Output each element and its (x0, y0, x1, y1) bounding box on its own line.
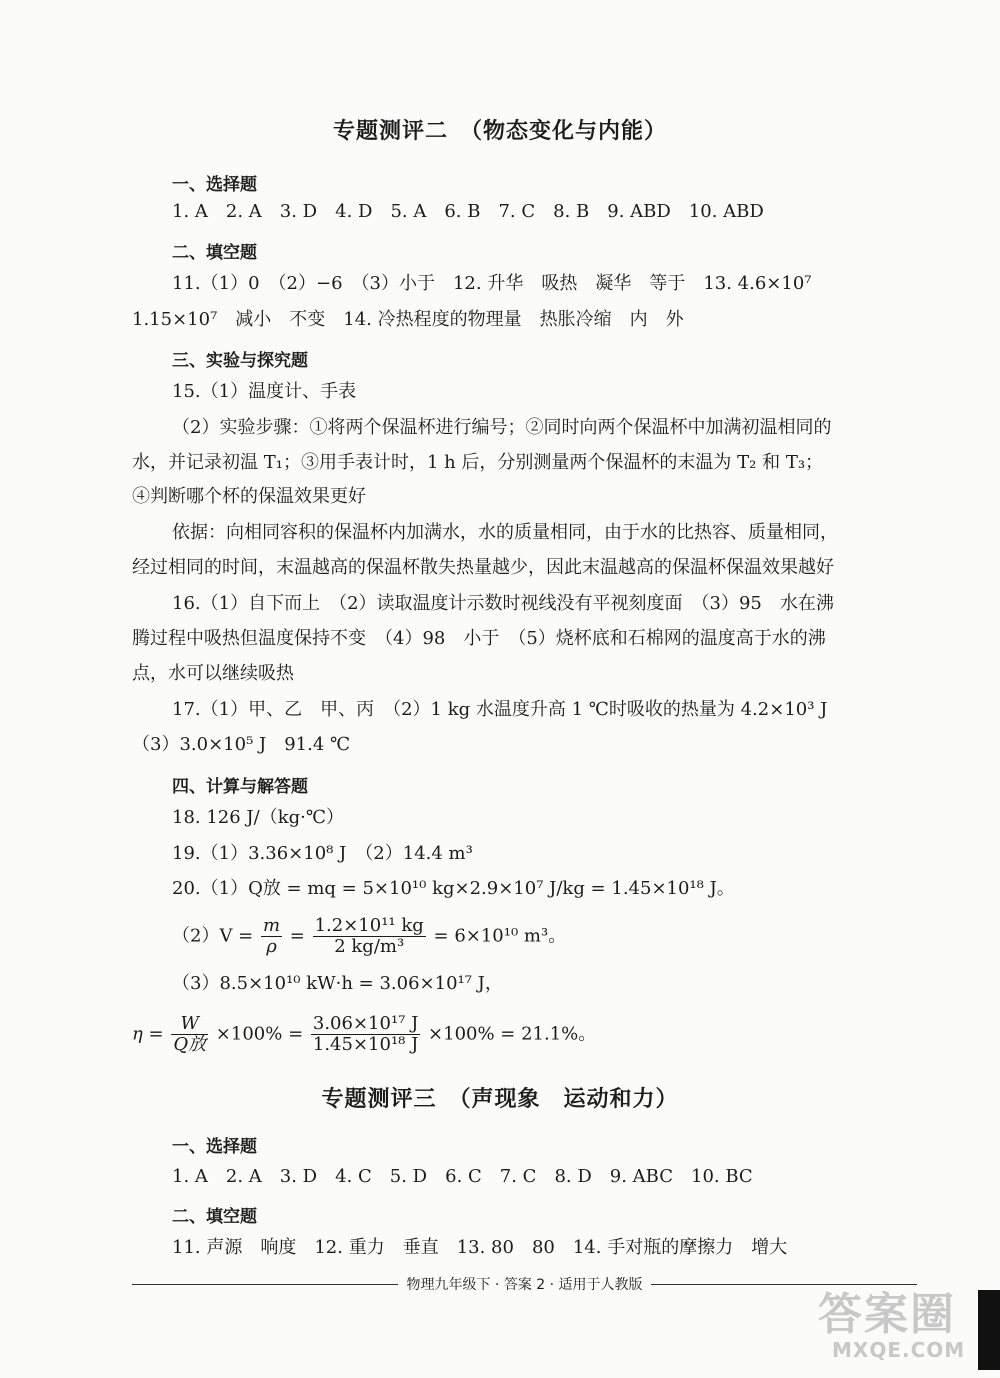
q16-line-2: 腾过程中吸热但温度保持不变 （4）98 小于 （5）烧杯底和石棉网的温度高于水的沸 (132, 628, 826, 649)
eta-prefix: η = (132, 1023, 170, 1045)
fraction-denominator: 2 kg/m³ (334, 936, 405, 957)
page-footer (132, 1274, 917, 1294)
q17-line-1: 17.（1）甲、乙 甲、丙 （2）1 kg 水温度升高 1 ℃时吸收的热量为 4.2×10³ J (172, 699, 828, 720)
fraction-denominator: 1.45×10¹⁸ J (312, 1034, 419, 1055)
watermark-site-text: MXQE.COM (832, 1338, 966, 1362)
q17-line-2: （3）3.0×10⁵ J 91.4 ℃ (132, 734, 351, 755)
fraction-mass-over-density (313, 916, 426, 957)
watermark-logo (818, 1278, 993, 1373)
basis-line-2: 经过相同的时间，末温越高的保温杯散失热量越少，因此末温越高的保温杯保温效果越好 (132, 557, 834, 578)
section2-heading-choice: 一、选择题 (172, 175, 257, 195)
q20-2-result: = 6×10¹⁰ m³。 (427, 925, 567, 947)
watermark-logo-text: 答案圈 (818, 1289, 956, 1340)
fraction-w-over-q (171, 1014, 208, 1055)
q15-line-2: （2）实验步骤：①将两个保温杯进行编号；②同时向两个保温杯中加满初温相同的 (172, 417, 832, 438)
section2-choice-answers: 1. A 2. A 3. D 4. D 5. A 6. B 7. C 8. B 9. ABD 10. ABD (172, 201, 764, 222)
footer-text: 物理九年级下 · 答案 2 · 适用于人教版 (406, 1277, 643, 1293)
section3-fill-line-1: 11. 声源 响度 12. 重力 垂直 13. 80 80 14. 手对瓶的摩擦力 增大 (172, 1237, 788, 1258)
q16-line-1: 16.（1）自下而上 （2）读取温度计示数时视线没有平视刻度面 （3）95 水在沸 (172, 593, 834, 614)
section3-heading-choice: 一、选择题 (172, 1137, 257, 1157)
q15-line-3: 水，并记录初温 T₁；③用手表计时，1 h 后，分别测量两个保温杯的末温为 T₂ 和 T₃； (132, 452, 824, 473)
fraction-energy-ratio (311, 1014, 420, 1055)
fraction-denominator: Q放 (173, 1034, 207, 1055)
q20-part-3: （3）8.5×10¹⁰ kW·h = 3.06×10¹⁷ J， (172, 973, 503, 994)
section3-title: 专题测评三 （声现象 运动和力） (321, 1087, 679, 1112)
section2-fill-line-1: 11.（1）0 （2）−6 （3）小于 12. 升华 吸热 凝华 等于 13. 4.6×10⁷ (172, 273, 812, 294)
fraction-m-over-rho (261, 916, 282, 957)
basis-line-1: 依据：向相同容积的保温杯内加满水，水的质量相同，由于水的比热容、质量相同， (172, 522, 838, 543)
q15-line-4: ④判断哪个杯的保温效果更好 (132, 486, 366, 507)
section2-heading-fill: 二、填空题 (172, 243, 257, 263)
fraction-numerator: W (171, 1014, 208, 1035)
q20-2-prefix: （2）V = (172, 925, 259, 947)
section2-fill-line-2: 1.15×10⁷ 减小 不变 14. 冷热程度的物理量 热胀冷缩 内 外 (132, 309, 684, 330)
fraction-denominator: ρ (266, 936, 277, 957)
q19-answer: 19.（1）3.36×10⁸ J （2）14.4 m³ (172, 843, 473, 864)
section2-heading-experiment: 三、实验与探究题 (172, 351, 308, 371)
section2-title: 专题测评二 （物态变化与内能） (332, 119, 667, 144)
section2-heading-calc: 四、计算与解答题 (172, 777, 308, 797)
section3-heading-fill: 二、填空题 (172, 1207, 257, 1227)
fraction-numerator: m (262, 915, 281, 936)
q20-part-2 (172, 916, 566, 957)
q18-answer: 18. 126 J/（kg·℃） (172, 807, 344, 828)
q20-2-equals: = (284, 925, 311, 947)
q15-line-1: 15.（1）温度计、手表 (172, 381, 357, 402)
q16-line-3: 点，水可以继续吸热 (132, 663, 294, 684)
fraction-numerator: 1.2×10¹¹ kg (314, 915, 424, 936)
fraction-numerator: 3.06×10¹⁷ J (312, 1013, 419, 1034)
q20-part-1: 20.（1）Q放 = mq = 5×10¹⁰ kg×2.9×10⁷ J/kg = 1.45×10¹⁸ J。 (172, 878, 735, 899)
efficiency-formula (132, 1014, 596, 1055)
eta-result: ×100% = 21.1%。 (422, 1023, 597, 1045)
eta-mid: ×100% = (210, 1023, 309, 1045)
footer-rule-left (132, 1284, 398, 1285)
section3-choice-answers: 1. A 2. A 3. D 4. C 5. D 6. C 7. C 8. D 9. ABC 10. BC (172, 1166, 753, 1187)
